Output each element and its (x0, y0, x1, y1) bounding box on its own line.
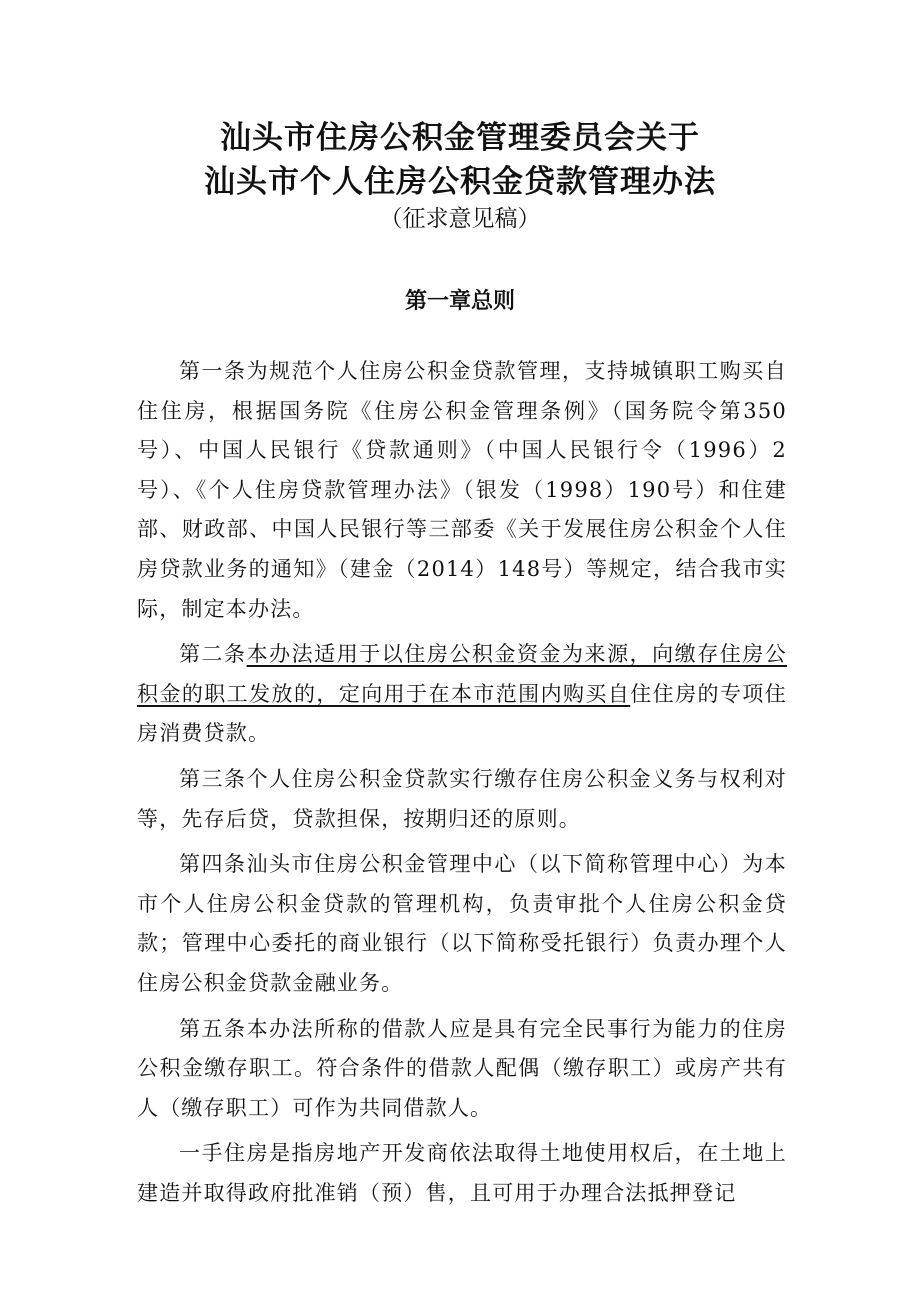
article-4: 第四条汕头市住房公积金管理中心（以下简称管理中心）为本市个人住房公积金贷款的管理机构，负责审批个人住房公积金贷款；管理中心委托的商业银行（以下简称受托银行）负责办理个人住房公积金贷款金融业务。 (137, 852, 787, 995)
article-2-suffix: 住住房的专项住房消费贷款。 (137, 681, 787, 746)
chapter-heading: 第一章总则 (404, 289, 515, 314)
article-2-underlined-text: 本办法适用于以住房公积金资金为来源，向缴存住房公积金的职工发放的，定向用于在本市范围内购买自 (137, 642, 787, 706)
article-2 (137, 635, 787, 754)
document-body (137, 352, 787, 1219)
article-3: 第三条个人住房公积金贷款实行缴存住房公积金义务与权利对等，先存后贷，贷款担保，按期归还的原则。 (137, 766, 787, 831)
document-title-line-2: 汕头市个人住房公积金贷款管理办法 (204, 164, 716, 200)
document-subtitle: （征求意见稿） (379, 206, 541, 232)
article-1: 第一条为规范个人住房公积金贷款管理，支持城镇职工购买自住住房，根据国务院《住房公积金管理条例》（国务院令第350号）、中国人民银行《贷款通则》（中国人民银行令（1996）2号）、《个人住房贷款管理办法》（银发（1998）190号）和住建部、财政部、中国人民银行等三部委《关于发展住房公积金个人住房贷款业务的通知》（建金（2014）148号）等规定，结合我市实际，制定本办法。 (137, 359, 787, 621)
document-title-line-1: 汕头市住房公积金管理委员会关于 (220, 120, 700, 156)
paragraph-first-hand-housing: 一手住房是指房地产开发商依法取得土地使用权后，在土地上建造并取得政府批准销（预）售，且可用于办理合法抵押登记 (137, 1141, 787, 1205)
article-2-prefix: 第二条 (179, 642, 247, 667)
article-5: 第五条本办法所称的借款人应是具有完全民事行为能力的住房公积金缴存职工。符合条件的借款人配偶（缴存职工）或房产共有人（缴存职工）可作为共同借款人。 (137, 1016, 787, 1120)
